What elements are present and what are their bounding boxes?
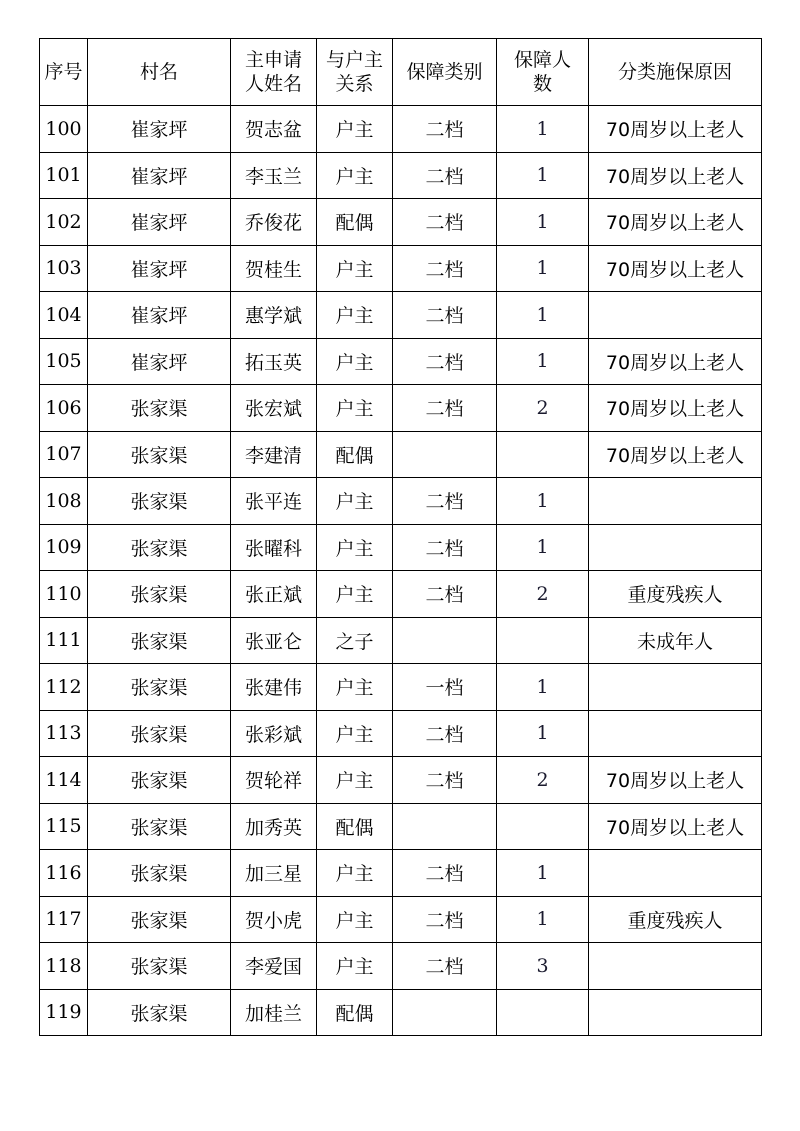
count-cell: 1 [497,850,589,897]
village-cell: 张家渠 [88,385,231,432]
count-cell [497,803,589,850]
seq-cell: 101 [40,152,88,199]
category-cell: 二档 [393,757,497,804]
category-cell: 二档 [393,710,497,757]
count-cell: 1 [497,338,589,385]
table-row [40,664,762,711]
seq-cell: 111 [40,617,88,664]
reason-cell [589,989,762,1036]
relation-cell: 配偶 [317,199,393,246]
count-cell: 2 [497,757,589,804]
count-cell: 1 [497,710,589,757]
relation-cell: 之子 [317,617,393,664]
reason-cell [589,943,762,990]
category-cell: 二档 [393,338,497,385]
table-row [40,524,762,571]
village-cell: 张家渠 [88,571,231,618]
village-cell: 张家渠 [88,664,231,711]
applicant-name-cell: 加三星 [231,850,317,897]
category-cell [393,617,497,664]
category-cell: 二档 [393,152,497,199]
count-cell: 1 [497,199,589,246]
village-cell: 张家渠 [88,896,231,943]
relation-cell: 户主 [317,571,393,618]
relation-cell: 户主 [317,524,393,571]
village-cell: 张家渠 [88,524,231,571]
category-cell: 二档 [393,292,497,339]
count-cell: 1 [497,478,589,525]
header-category: 保障类别 [393,39,497,106]
village-cell: 崔家坪 [88,106,231,153]
count-cell: 2 [497,385,589,432]
table-row [40,245,762,292]
reason-cell [589,850,762,897]
table-row [40,106,762,153]
count-cell [497,617,589,664]
reason-cell: 70周岁以上老人 [589,431,762,478]
village-cell: 张家渠 [88,943,231,990]
applicant-name-cell: 李建清 [231,431,317,478]
table-row [40,385,762,432]
village-cell: 张家渠 [88,989,231,1036]
category-cell [393,803,497,850]
reason-cell: 70周岁以上老人 [589,106,762,153]
applicant-name-cell: 张曜科 [231,524,317,571]
seq-cell: 114 [40,757,88,804]
relation-cell: 户主 [317,943,393,990]
seq-cell: 109 [40,524,88,571]
seq-cell: 100 [40,106,88,153]
reason-cell: 重度残疾人 [589,896,762,943]
count-cell: 1 [497,896,589,943]
table-row [40,571,762,618]
category-cell [393,431,497,478]
village-cell: 崔家坪 [88,152,231,199]
count-cell: 1 [497,524,589,571]
reason-cell: 70周岁以上老人 [589,803,762,850]
header-relation: 与户主关系 [317,39,393,106]
seq-cell: 107 [40,431,88,478]
count-cell: 1 [497,292,589,339]
category-cell: 一档 [393,664,497,711]
village-cell: 崔家坪 [88,199,231,246]
category-cell: 二档 [393,943,497,990]
village-cell: 崔家坪 [88,338,231,385]
reason-cell: 未成年人 [589,617,762,664]
reason-cell [589,710,762,757]
seq-cell: 116 [40,850,88,897]
reason-cell [589,524,762,571]
village-cell: 张家渠 [88,850,231,897]
category-cell: 二档 [393,199,497,246]
relation-cell: 配偶 [317,803,393,850]
applicant-name-cell: 张彩斌 [231,710,317,757]
relation-cell: 户主 [317,710,393,757]
table-row [40,757,762,804]
header-reason: 分类施保原因 [589,39,762,106]
seq-cell: 118 [40,943,88,990]
reason-cell: 70周岁以上老人 [589,338,762,385]
village-cell: 张家渠 [88,431,231,478]
category-cell: 二档 [393,850,497,897]
table-row [40,152,762,199]
relation-cell: 户主 [317,664,393,711]
relation-cell: 户主 [317,850,393,897]
village-cell: 张家渠 [88,617,231,664]
relation-cell: 配偶 [317,989,393,1036]
applicant-name-cell: 张亚仑 [231,617,317,664]
seq-cell: 106 [40,385,88,432]
seq-cell: 102 [40,199,88,246]
reason-cell: 70周岁以上老人 [589,199,762,246]
village-cell: 崔家坪 [88,292,231,339]
reason-cell: 70周岁以上老人 [589,757,762,804]
count-cell: 1 [497,664,589,711]
seq-cell: 104 [40,292,88,339]
reason-cell: 70周岁以上老人 [589,245,762,292]
applicant-name-cell: 张平连 [231,478,317,525]
applicant-name-cell: 加桂兰 [231,989,317,1036]
applicant-name-cell: 张宏斌 [231,385,317,432]
seq-cell: 115 [40,803,88,850]
category-cell: 二档 [393,106,497,153]
table-row [40,478,762,525]
reason-cell [589,664,762,711]
count-cell: 2 [497,571,589,618]
table-row [40,292,762,339]
relation-cell: 户主 [317,152,393,199]
table-row [40,943,762,990]
category-cell: 二档 [393,245,497,292]
header-village: 村名 [88,39,231,106]
village-cell: 张家渠 [88,757,231,804]
relation-cell: 户主 [317,292,393,339]
relation-cell: 户主 [317,245,393,292]
relation-cell: 户主 [317,385,393,432]
relation-cell: 户主 [317,106,393,153]
applicant-name-cell: 张正斌 [231,571,317,618]
applicant-name-cell: 张建伟 [231,664,317,711]
village-cell: 张家渠 [88,710,231,757]
relation-cell: 配偶 [317,431,393,478]
applicant-name-cell: 加秀英 [231,803,317,850]
table-row [40,710,762,757]
header-applicant: 主申请人姓名 [231,39,317,106]
count-cell: 1 [497,152,589,199]
category-cell: 二档 [393,385,497,432]
reason-cell: 70周岁以上老人 [589,152,762,199]
applicant-name-cell: 李爱国 [231,943,317,990]
applicant-name-cell: 惠学斌 [231,292,317,339]
relation-cell: 户主 [317,896,393,943]
seq-cell: 105 [40,338,88,385]
seq-cell: 108 [40,478,88,525]
applicant-name-cell: 拓玉英 [231,338,317,385]
seq-cell: 110 [40,571,88,618]
reason-cell: 重度残疾人 [589,571,762,618]
seq-cell: 103 [40,245,88,292]
reason-cell [589,292,762,339]
count-cell: 1 [497,245,589,292]
reason-cell: 70周岁以上老人 [589,385,762,432]
seq-cell: 117 [40,896,88,943]
village-cell: 张家渠 [88,803,231,850]
table-row [40,803,762,850]
count-cell: 3 [497,943,589,990]
table-row [40,338,762,385]
applicant-name-cell: 贺桂生 [231,245,317,292]
table-body [40,106,762,1036]
table-row [40,896,762,943]
assistance-table [39,38,762,1036]
table-row [40,431,762,478]
count-cell: 1 [497,106,589,153]
relation-cell: 户主 [317,757,393,804]
header-seq: 序号 [40,39,88,106]
category-cell: 二档 [393,524,497,571]
table-row [40,850,762,897]
seq-cell: 112 [40,664,88,711]
reason-cell [589,478,762,525]
seq-cell: 119 [40,989,88,1036]
table-row [40,199,762,246]
village-cell: 张家渠 [88,478,231,525]
seq-cell: 113 [40,710,88,757]
count-cell [497,989,589,1036]
applicant-name-cell: 贺小虎 [231,896,317,943]
category-cell [393,989,497,1036]
header-count: 保障人数 [497,39,589,106]
applicant-name-cell: 李玉兰 [231,152,317,199]
relation-cell: 户主 [317,478,393,525]
village-cell: 崔家坪 [88,245,231,292]
table-row [40,989,762,1036]
relation-cell: 户主 [317,338,393,385]
applicant-name-cell: 贺轮祥 [231,757,317,804]
table-row [40,617,762,664]
category-cell: 二档 [393,896,497,943]
applicant-name-cell: 乔俊花 [231,199,317,246]
count-cell [497,431,589,478]
category-cell: 二档 [393,571,497,618]
applicant-name-cell: 贺志盆 [231,106,317,153]
header-row [40,39,762,106]
category-cell: 二档 [393,478,497,525]
